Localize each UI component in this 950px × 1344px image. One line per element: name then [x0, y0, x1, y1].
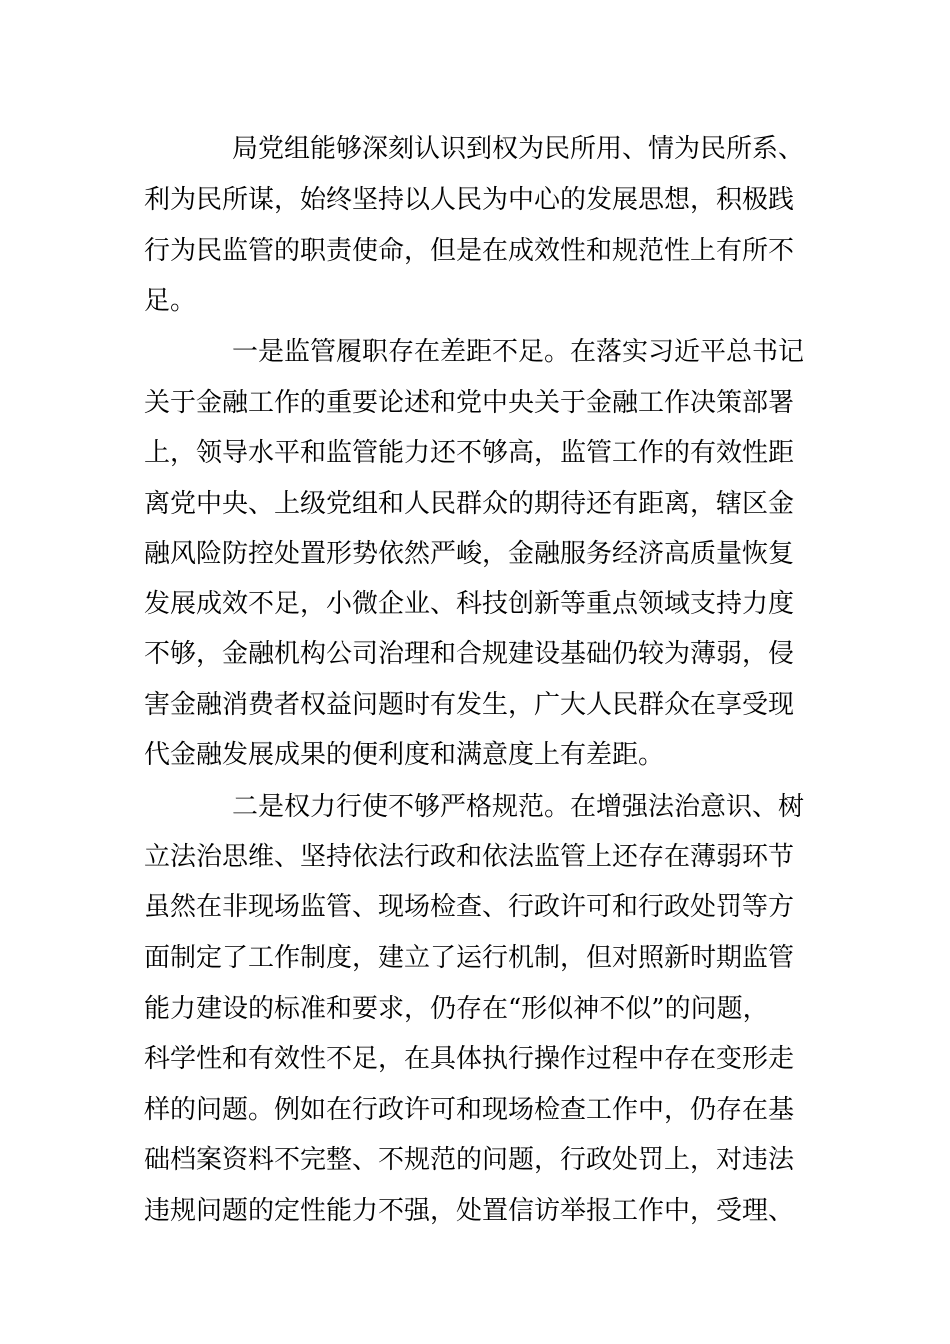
paragraph-1-line-1: 局党组能够深刻认识到权为民所用、情为民所系、: [232, 134, 805, 164]
paragraph-3-line-5: 能力建设的标准和要求，仍存在“形似神不似”的问题，: [144, 994, 769, 1024]
paragraph-2-line-3: 上，领导水平和监管能力还不够高，监管工作的有效性距: [144, 438, 795, 468]
paragraph-2-line-8: 害金融消费者权益问题时有发生，广大人民群众在享受现: [144, 690, 795, 720]
paragraph-2-line-1: 一是监管履职存在差距不足。在落实习近平总书记: [232, 337, 805, 367]
paragraph-3-line-4: 面制定了工作制度，建立了运行机制，但对照新时期监管: [144, 943, 795, 973]
paragraph-2-line-9: 代金融发展成果的便利度和满意度上有差距。: [144, 740, 665, 770]
paragraph-2-line-2: 关于金融工作的重要论述和党中央关于金融工作决策部署: [144, 388, 795, 418]
paragraph-3-line-8: 础档案资料不完整、不规范的问题，行政处罚上，对违法: [144, 1145, 795, 1175]
paragraph-2-line-6: 发展成效不足，小微企业、科技创新等重点领域支持力度: [144, 589, 795, 619]
paragraph-3-line-1: 二是权力行使不够严格规范。在增强法治意识、树: [232, 792, 805, 822]
paragraph-2-line-4: 离党中央、上级党组和人民群众的期待还有距离，辖区金: [144, 489, 795, 519]
paragraph-1-line-3: 行为民监管的职责使命，但是在成效性和规范性上有所不: [144, 236, 795, 266]
paragraph-1-line-2: 利为民所谋，始终坚持以人民为中心的发展思想，积极践: [144, 185, 795, 215]
paragraph-3-line-3: 虽然在非现场监管、现场检查、行政许可和行政处罚等方: [144, 892, 795, 922]
paragraph-1-line-4: 足。: [144, 286, 197, 316]
paragraph-2-line-5: 融风险防控处置形势依然严峻，金融服务经济高质量恢复: [144, 539, 795, 569]
paragraph-3-line-6: 科学性和有效性不足，在具体执行操作过程中存在变形走: [144, 1044, 795, 1074]
paragraph-3-line-2: 立法治思维、坚持依法行政和依法监管上还存在薄弱环节: [144, 842, 795, 872]
paragraph-2-line-7: 不够，金融机构公司治理和合规建设基础仍较为薄弱，侵: [144, 639, 795, 669]
paragraph-3-line-7: 样的问题。例如在行政许可和现场检查工作中，仍存在基: [144, 1095, 795, 1125]
paragraph-3-line-9: 违规问题的定性能力不强，处置信访举报工作中，受理、: [144, 1196, 795, 1226]
